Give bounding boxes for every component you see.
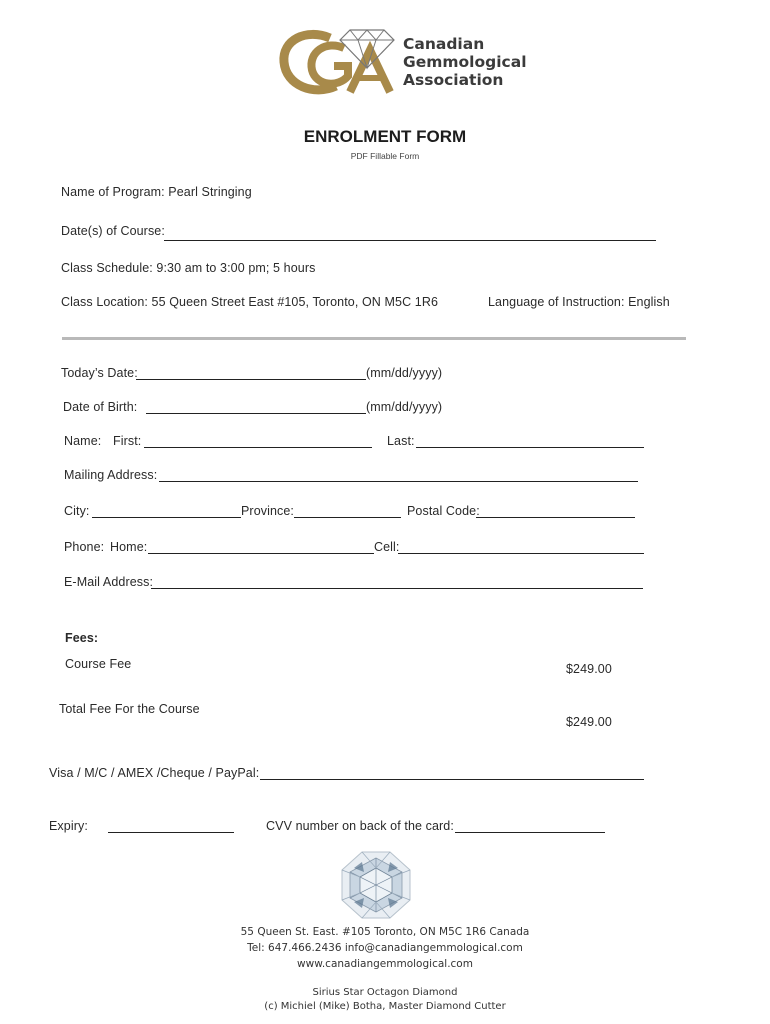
todays-date-format: (mm/dd/yyyy): [366, 366, 443, 380]
mailing-address-field[interactable]: [159, 481, 638, 482]
section-divider: [62, 337, 686, 340]
org-name-line-1: Canadian: [403, 35, 485, 53]
expiry-label: Expiry:: [49, 819, 88, 833]
expiry-field[interactable]: [108, 832, 234, 833]
postal-code-field[interactable]: [476, 517, 635, 518]
dob-field[interactable]: [146, 413, 366, 414]
form-title: ENROLMENT FORM: [303, 127, 467, 146]
postal-code-label: Postal Code:: [407, 504, 480, 518]
city-label: City:: [64, 504, 90, 518]
last-name-field[interactable]: [416, 447, 644, 448]
cvv-label: CVV number on back of the card:: [266, 819, 454, 833]
first-name-field[interactable]: [144, 447, 372, 448]
fees-heading: Fees:: [65, 631, 99, 645]
footer-website: www.canadiangemmological.com: [297, 958, 473, 970]
cell-phone-field[interactable]: [398, 553, 644, 554]
total-fee-label: Total Fee For the Course: [59, 702, 200, 716]
province-label: Province:: [241, 504, 295, 518]
diamond-image: [340, 850, 412, 920]
org-name-line-3: Association: [403, 71, 504, 89]
home-phone-field[interactable]: [148, 553, 374, 554]
cga-logo: [278, 26, 400, 98]
province-field[interactable]: [294, 517, 401, 518]
last-name-label: Last:: [387, 434, 415, 448]
first-name-label: First:: [113, 434, 142, 448]
cga-logo-mark: [278, 26, 400, 98]
phone-label: Phone:: [64, 540, 105, 554]
program-name: Name of Program: Pearl Stringing: [61, 185, 252, 199]
mailing-address-label: Mailing Address:: [64, 468, 158, 482]
course-fee-value: $249.00: [566, 662, 612, 676]
cell-phone-label: Cell:: [374, 540, 400, 554]
class-location: Class Location: 55 Queen Street East #105, Toronto, ON M5C 1R6: [61, 295, 439, 309]
email-field[interactable]: [151, 588, 643, 589]
todays-date-label: Today’s Date:: [61, 366, 138, 380]
footer-address: 55 Queen St. East. #105 Toronto, ON M5C 1R6 Canada: [240, 926, 530, 938]
cvv-field[interactable]: [455, 832, 605, 833]
form-subtitle: PDF Fillable Form: [350, 151, 420, 161]
org-name: [403, 35, 527, 89]
total-fee-value: $249.00: [566, 715, 612, 729]
email-label: E-Mail Address:: [64, 575, 154, 589]
name-label: Name:: [64, 434, 102, 448]
dob-label: Date of Birth:: [63, 400, 138, 414]
footer-credit-2: (c) Michiel (Mike) Botha, Master Diamond Cutter: [264, 1001, 506, 1012]
payment-card-field[interactable]: [260, 779, 644, 780]
class-schedule: Class Schedule: 9:30 am to 3:00 pm; 5 hours: [61, 261, 316, 275]
payment-methods-label: Visa / M/C / AMEX /Cheque / PayPal:: [49, 766, 260, 780]
octagon-diamond-icon: [340, 850, 412, 920]
footer-credit-1: Sirius Star Octagon Diamond: [312, 987, 458, 998]
course-dates-field[interactable]: [164, 240, 656, 241]
course-dates-label: Date(s) of Course:: [61, 224, 165, 238]
course-fee-label: Course Fee: [65, 657, 132, 671]
todays-date-field[interactable]: [136, 379, 366, 380]
footer-contact: Tel: 647.466.2436 info@canadiangemmological.com: [247, 942, 523, 954]
org-name-line-2: Gemmological: [403, 53, 527, 71]
language-of-instruction: Language of Instruction: English: [488, 295, 670, 309]
city-field[interactable]: [92, 517, 241, 518]
dob-format: (mm/dd/yyyy): [366, 400, 443, 414]
home-phone-label: Home:: [110, 540, 148, 554]
